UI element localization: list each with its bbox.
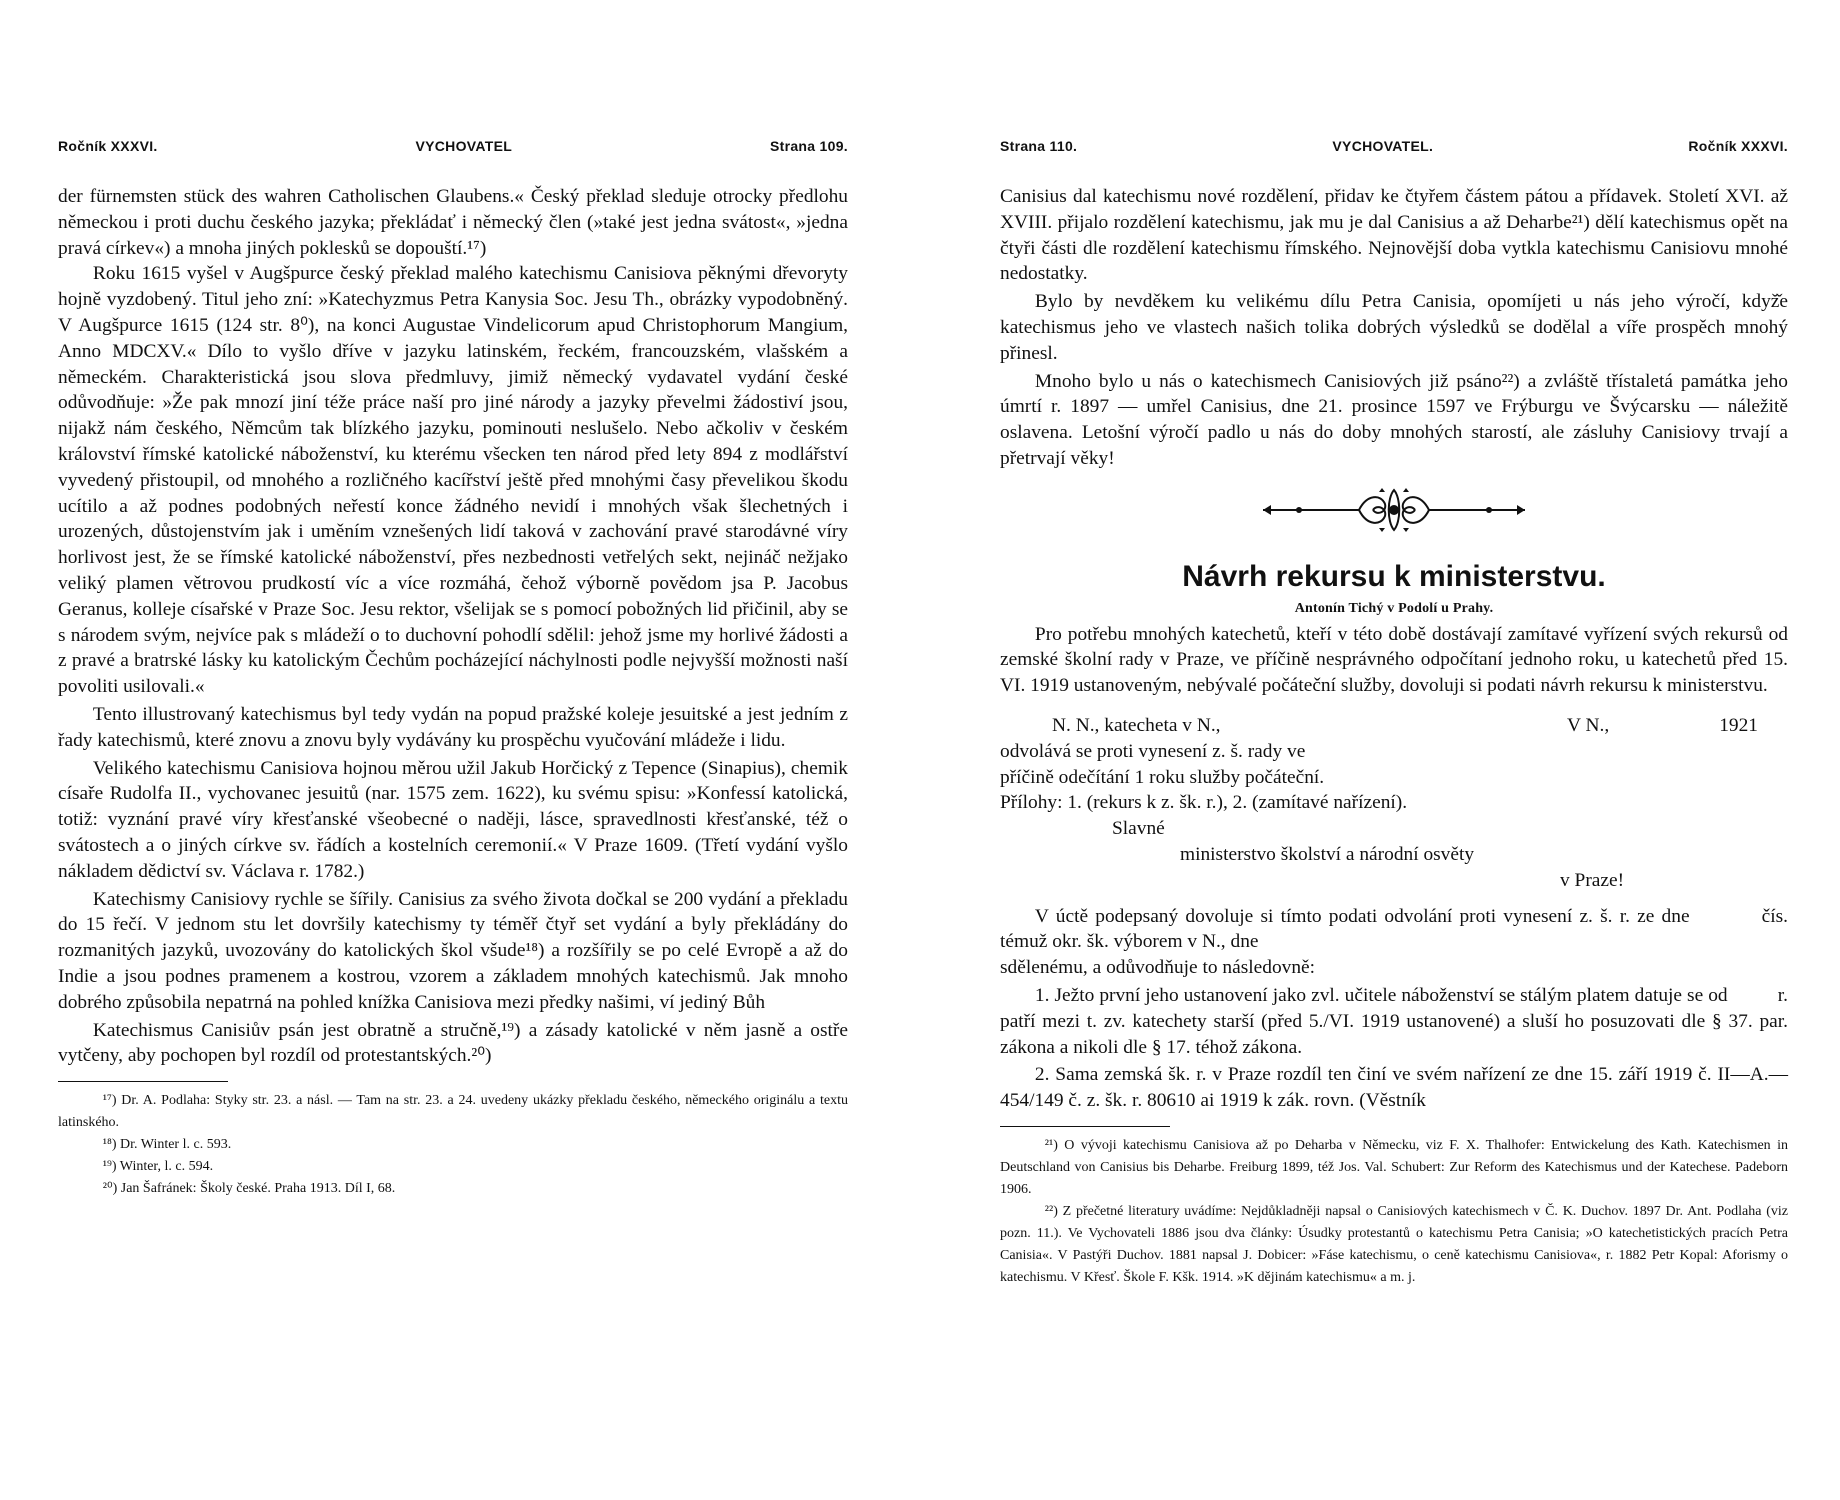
form-line: Přílohy: 1. (rekurs k z. šk. r.), 2. (zamítavé nařízení). <box>1000 792 1408 814</box>
volume-label: Ročník XXXVI. <box>1688 138 1788 154</box>
salutation: ministerstvo školství a národní osvěty <box>1180 843 1475 865</box>
paragraph: sdělenému, a odůvodňuje to následovně: <box>1000 957 1316 979</box>
footnote: ²⁰) Jan Šafránek: Školy české. Praha 1913. Díl I, 68. <box>102 1181 396 1197</box>
volume-label: Ročník XXXVI. <box>58 138 158 154</box>
form-header-line <box>1000 713 1788 739</box>
page-number: Strana 109. <box>769 138 848 154</box>
right-page <box>1000 138 1837 1289</box>
journal-title: VYCHOVATEL. <box>1332 138 1434 154</box>
paragraph: Canisius dal katechismu nové rozdělení, přidav ke čtyřem částem pátou a přídavek. Století XVI. až XVIII. přijalo rozdělení katechismu, jak mu je dal Canisius a až Deharbe²¹) dělí katechismus opět na čtyři části dle rozdělení katechismu římského. Nejnovější doba vytkla katechismu Canisiovu mnohé nedostatky. <box>1000 186 1788 285</box>
salutation: v Praze! <box>1560 869 1625 891</box>
footnote: ²¹) O vývoji katechismu Canisiova až po Deharba v Německu, viz F. X. Thalhofer: Entwickelung des Kath. Katechismen in Deutschland von Canisius bis Deharbe. Freiburg 1899, též Jos. Val. Schubert: Zur Reform des Katechismus und der Katechese. Padeborn 1906. <box>1000 1137 1788 1197</box>
paragraph: Pro potřebu mnohých katechetů, kteří v této době dostávají zamítavé vyřízení svých rekursů od zemské školní rady v Praze, ve příčině nesprávného odpočítaní jednoho roku, u katechetů před 15. VI. 1919 ustanoveným, nebývalé počáteční služby, dovoluji si podati návrh rekursu k ministerstvu. <box>1000 623 1788 697</box>
running-head <box>1000 138 1788 160</box>
paragraph: der fürnemsten stück des wahren Catholischen Glaubens.« Český překlad sleduje otrocky předlohu německou i proti duchu českého jazyka; překládať i německý člen (»také jest jedna svátost«, »jedna pravá církev«) a mnoha jiných poklesků se dopouští.¹⁷) <box>58 186 848 259</box>
paragraph: Mnoho bylo u nás o katechismech Canisiových již psáno²²) a zvláště třístaletá památka jeho úmrtí r. 1897 — umřel Canisius, dne 21. prosince 1597 ve Frýburgu ve Švýcarsku — náležitě oslavena. Letošní výročí padlo u nás do doby mnohých starostí, ale zásluhy Canisiovy trvají a přetrvají věky! <box>1000 370 1788 469</box>
footnotes <box>1000 1135 1788 1289</box>
paragraph: Katechismus Canisiův psán jest obratně a stručně,¹⁹) a zásady katolické v něm jasně a ostře vytčeny, aby pochopen byl rozdíl od protestantských.²⁰) <box>58 1019 848 1067</box>
form-year: 1921 <box>1719 714 1758 736</box>
article-author: Antonín Tichý v Podolí u Prahy. <box>1294 600 1494 616</box>
footnote-divider <box>58 1081 228 1082</box>
footnotes <box>58 1090 848 1200</box>
left-body <box>58 184 848 1069</box>
salutation: Slavné <box>1112 818 1165 840</box>
paragraph: Roku 1615 vyšel v Augšpurce český překlad malého katechismu Canisiova pěknými dřevoryty hojně vyzdobený. Titul jeho zní: »Katechyzmus Petra Kanysia Soc. Jesu Th., obrázky vypodobněný. V Augšpurce 1615 (124 str. 8⁰), na konci Augustae Vindelicorum apud Christophorum Mangium, Anno MDCXV.« Dílo to vyšlo dříve v jazyku latinském, řeckém, francouzském, vlašském a německém. Charakteristická jsou slova předmluvy, jimiž německý vydavatel vydání české odůvodňuje: »Že pak mnozí jiní téže práce naší pro jiné národy a jazyky převelmi žádostiví jsou, nijakž nám českého, Němcům tak blízkého jazyku, pominouti neslušelo. Nebo ačkoliv v českém království římské katolické náboženství, ku kterému všecken ten národ před lety 894 z modlářství vyvedený přistoupil, od mnohého a rozličného kacířství ještě před mnohými časy převelikou škodu ucítilo a až podnes podobných neřestí konce žádného nevidí i mnohých však šlechetných i urozených, důstojenstvím jak i uměním vznešených lidí taková v zachování pravé starodávné víry horlivost jest, že se římské katolické náboženství, přes nezbednosti vetřelých sekt, nejináč nežjako veliký plamen větrovou prudkostí víc a více rozmáhá, čehož výborně povědom jsa P. Jacobus Geranus, kolleje císařské v Praze Soc. Jesu rektor, všelijak se s pomocí pobožných lid přičinil, aby se s národem svým, nejvíce pak s mládeží o to duchovní pohodlí sdělil: jehož jsme my horlivé žádosti a z pravé a bratrské lásky ku katolickým Čechům pocházející náchylnosti podle nejvyšší možnosti naší povoliti usilovali.« <box>58 263 848 698</box>
footnote: ¹⁷) Dr. A. Podlaha: Styky str. 23. a násl. — Tam na str. 23. a 24. uvedeny ukázky překladu českého, německého originálu a textu latinského. <box>58 1093 848 1131</box>
paragraph: Tento illustrovaný katechismus byl tedy vydán na popud pražské koleje jesuitské a jest jedním z řady katechismů, které znovu a znovu byly vydávány ku prospěchu vyučování mládeže i lidu. <box>58 703 848 751</box>
paragraph: 2. Sama zemská šk. r. v Praze rozdíl ten činí ve svém nařízení ze dne 15. září 1919 č. II—A.—454/149 č. z. šk. r. 80610 ai 1919 k zák. rovn. (Věstník <box>1000 1064 1788 1112</box>
page-number: Strana 110. <box>1000 138 1078 154</box>
form-sender: N. N., katecheta v N., <box>1052 714 1221 736</box>
form-line: příčině odečítání 1 roku služby počáteční. <box>1000 766 1325 788</box>
ornament-icon <box>1259 486 1529 534</box>
form-place: V N., <box>1567 714 1610 736</box>
paragraph: Katechismy Canisiovy rychle se šířily. Canisius za svého života dočkal se 200 vydání a překladu do 15 řečí. V jednom stu let dovršily katechismy ty téměř čtyř set vydání a byly překládány do rozmanitých jazyků, uvozovány do katolických škol všude¹⁸) a rozšířily se po celé Evropě a až do Indie a jsou podnes pramenem a kostrou, vzorem a základem mnohých katechismů. Jak mnoho dobrého způsobila nepatrná na pohled knížka Canisiova mezi předky našimi, ví jediný Bůh <box>58 888 848 1013</box>
running-head <box>58 138 848 160</box>
form-line: odvolává se proti vynesení z. š. rady ve <box>1000 740 1306 762</box>
right-body <box>1000 184 1837 1114</box>
left-page <box>58 138 848 1200</box>
paragraph: Bylo by nevděkem ku velikému dílu Petra Canisia, opomíjeti u nás jeho výročí, když̌e katechismus jeho ve vlastech našich tolika dobrých výsledků se dodělal a víře prospěch mnohý přinesl. <box>1000 291 1788 364</box>
paragraph: 1. Ježto první jeho ustanovení jako zvl. učitele náboženství se stálým platem datuje se od r. patří mezi t. zv. katechety starší (před 5./VI. 1919 ustanovené) a sluší ho posuzovati dle § 37. par. zákona a nikoli dle § 17. téhož zákona. <box>1000 984 1837 1058</box>
footnote: ¹⁸) Dr. Winter l. c. 593. <box>102 1137 232 1153</box>
ornament-divider <box>1000 486 1788 534</box>
journal-title: VYCHOVATEL <box>415 138 513 154</box>
article-title: Návrh rekursu k ministerstvu. <box>1182 559 1606 593</box>
paragraph: V úctě podepsaný dovoluje si tímto podati odvolání proti vynesení z. š. r. ze dne čís. témuž okr. šk. výborem v N., dne <box>1000 905 1837 953</box>
paragraph: Velikého katechismu Canisiova hojnou měrou užil Jakub Horčický z Tepence (Sinapius), chemik císaře Rudolfa II., vychovanec jesuitů (nar. 1575 zem. 1622), ku svému spisu: »Konfessí katolická, totiž: vyznání pravé víry křesťanské všeobecné o naději, lásce, spravedlnosti křesťanské, též o svátostech a o jiných církve sv. řádích a kostelních ceremonií.« V Praze 1609. (Třetí vydání vyšlo nákladem dědictví sv. Václava r. 1782.) <box>58 757 848 882</box>
footnote-divider <box>1000 1126 1170 1127</box>
footnote: ¹⁹) Winter, l. c. 594. <box>102 1159 214 1175</box>
footnote: ²²) Z přečetné literatury uvádíme: Nejdůkladněji napsal o Canisiových katechismech v Č. K. Duchov. 1897 Dr. Ant. Podlaha (viz pozn. 11.). Ve Vychovateli 1886 jsou dva články: Úsudky protestantů o katechismu Petra Canisia; »O katechetistických pracích Petra Canisia«. V Pastýři Duchov. 1881 napsal J. Dobicer: »Fáse katechismu, o ceně katechismu Canisiova«, r. 1882 Petr Kopal: Aforismy o katechismu. V Křesť. Škole F. Kšk. 1914. »K dějinám katechismu« a m. j. <box>1000 1203 1788 1285</box>
